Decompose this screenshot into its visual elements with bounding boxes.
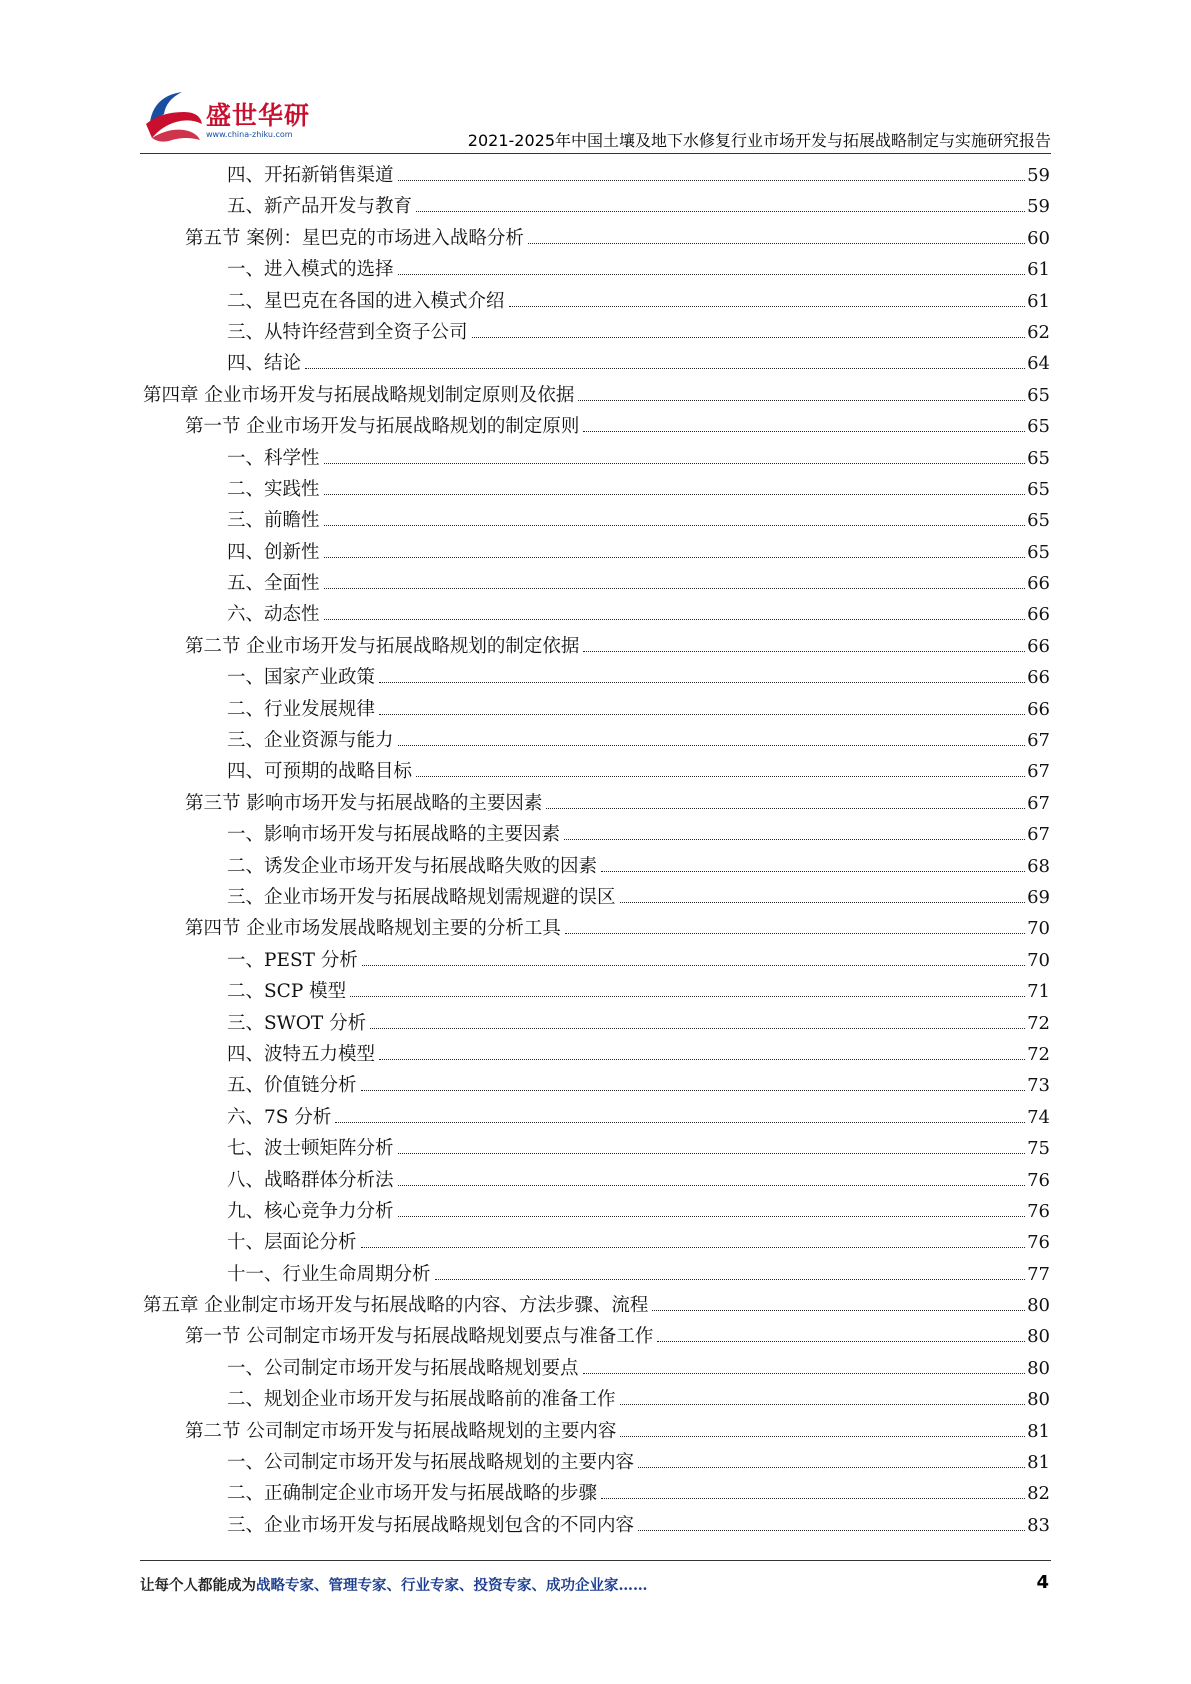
toc-item[interactable] [143,160,1050,191]
table-of-contents [143,160,1050,1541]
toc-item[interactable] [143,1196,1050,1227]
toc-leader-dots [379,1059,1025,1060]
toc-leader-dots [638,1530,1025,1531]
toc-entry-title: 三、企业资源与能力 [227,730,394,752]
toc-page-number: 68 [1027,855,1050,877]
toc-page-number: 69 [1027,886,1050,908]
toc-leader-dots [398,180,1026,181]
toc-entry-title: 一、国家产业政策 [227,667,376,689]
toc-leader-dots [324,525,1026,526]
toc-leader-dots [638,1467,1025,1468]
toc-item[interactable] [143,568,1050,599]
toc-page-number: 66 [1027,573,1050,595]
toc-entry-title: 第二节 公司制定市场开发与拓展战略规划的主要内容 [185,1420,617,1442]
toc-item[interactable] [143,348,1050,379]
toc-entry-title: 第一节 企业市场开发与拓展战略规划的制定原则 [185,416,580,438]
toc-page-number: 65 [1027,416,1050,438]
toc-leader-dots [435,1279,1026,1280]
toc-item[interactable] [143,1447,1050,1478]
toc-leader-dots [509,306,1026,307]
toc-item[interactable] [143,1510,1050,1541]
toc-leader-dots [350,996,1025,997]
toc-leader-dots [578,400,1025,401]
toc-item[interactable] [143,1227,1050,1258]
toc-page-number: 67 [1027,761,1050,783]
toc-item[interactable] [143,756,1050,787]
toc-entry-title: 二、正确制定企业市场开发与拓展战略的步骤 [227,1483,598,1505]
toc-item[interactable] [143,945,1050,976]
toc-leader-dots [324,557,1026,558]
toc-leader-dots [565,933,1025,934]
toc-page-number: 65 [1027,510,1050,532]
toc-item[interactable] [143,662,1050,693]
toc-page-number: 82 [1027,1483,1050,1505]
toc-section[interactable] [143,788,1050,819]
toc-entry-title: 一、PEST 分析 [227,949,358,971]
toc-section[interactable] [143,1416,1050,1447]
toc-page-number: 76 [1027,1200,1050,1222]
toc-item[interactable] [143,851,1050,882]
toc-page-number: 65 [1027,541,1050,563]
toc-page-number: 77 [1027,1263,1050,1285]
page-header [0,0,1191,150]
slogan-highlight: 战略专家、管理专家、行业专家、投资专家、成功企业家…… [256,1577,648,1594]
toc-item[interactable] [143,1008,1050,1039]
toc-entry-title: 一、公司制定市场开发与拓展战略规划的主要内容 [227,1452,635,1474]
toc-page-number: 81 [1027,1420,1050,1442]
toc-page-number: 71 [1027,981,1050,1003]
toc-item[interactable] [143,317,1050,348]
toc-page-number: 73 [1027,1075,1050,1097]
toc-item[interactable] [143,191,1050,222]
toc-leader-dots [379,714,1025,715]
toc-entry-title: 五、全面性 [227,573,320,595]
toc-item[interactable] [143,1353,1050,1384]
toc-leader-dots [379,682,1025,683]
toc-leader-dots [620,1404,1026,1405]
toc-entry-title: 九、核心竞争力分析 [227,1200,394,1222]
toc-leader-dots [416,211,1025,212]
toc-entry-title: 二、诱发企业市场开发与拓展战略失败的因素 [227,855,598,877]
toc-section[interactable] [143,411,1050,442]
toc-page-number: 80 [1027,1295,1050,1317]
toc-leader-dots [398,1185,1026,1186]
toc-page-number: 59 [1027,165,1050,186]
toc-entry-title: 一、影响市场开发与拓展战略的主要因素 [227,824,561,846]
toc-leader-dots [305,368,1025,369]
toc-leader-dots [362,965,1025,966]
toc-page-number: 83 [1027,1514,1050,1536]
logo-name: 盛世华研 [206,101,311,130]
toc-page-number: 74 [1027,1106,1050,1128]
toc-leader-dots [398,1216,1026,1217]
toc-leader-dots [324,463,1026,464]
toc-item[interactable] [143,474,1050,505]
toc-entry-title: 十、层面论分析 [227,1232,357,1254]
toc-leader-dots [564,839,1025,840]
toc-page-number: 61 [1027,290,1050,312]
toc-leader-dots [583,651,1025,652]
toc-entry-title: 三、企业市场开发与拓展战略规划需规避的误区 [227,886,616,908]
toc-entry-title: 第四节 企业市场发展战略规划主要的分析工具 [185,918,561,940]
toc-entry-title: 一、科学性 [227,447,320,469]
toc-page-number: 70 [1027,949,1050,971]
toc-leader-dots [620,902,1026,903]
report-title: 2021-2025年中国土壤及地下水修复行业市场开发与拓展战略制定与实施研究报告 [467,131,1051,150]
toc-entry-title: 四、创新性 [227,541,320,563]
toc-page-number: 61 [1027,259,1050,281]
logo-icon [140,82,206,148]
toc-page-number: 75 [1027,1138,1050,1160]
toc-leader-dots [370,1028,1025,1029]
toc-page-number: 72 [1027,1043,1050,1065]
logo-url: www.china-zhiku.com [206,130,293,139]
toc-leader-dots [324,588,1026,589]
toc-entry-title: 二、星巴克在各国的进入模式介绍 [227,290,505,312]
toc-item[interactable] [143,1165,1050,1196]
toc-entry-title: 四、结论 [227,353,302,375]
toc-item[interactable] [143,1070,1050,1101]
toc-item[interactable] [143,1384,1050,1415]
toc-leader-dots [361,1090,1026,1091]
toc-page-number: 70 [1027,918,1050,940]
toc-item[interactable] [143,254,1050,285]
toc-page-number: 62 [1027,321,1050,343]
toc-page-number: 67 [1027,824,1050,846]
toc-entry-title: 五、新产品开发与教育 [227,196,413,218]
toc-page-number: 80 [1027,1326,1050,1348]
toc-leader-dots [583,431,1025,432]
toc-entry-title: 三、从特许经营到全资子公司 [227,321,468,343]
toc-item[interactable] [143,976,1050,1007]
toc-section[interactable] [143,223,1050,254]
toc-leader-dots [398,1153,1026,1154]
company-logo [140,82,310,152]
page-number: 4 [1036,1572,1049,1593]
toc-entry-title: 八、战略群体分析法 [227,1169,394,1191]
toc-item[interactable] [143,1039,1050,1070]
toc-item[interactable] [143,819,1050,850]
toc-leader-dots [472,337,1026,338]
toc-section[interactable] [143,913,1050,944]
toc-entry-title: 七、波士顿矩阵分析 [227,1138,394,1160]
toc-page-number: 65 [1027,447,1050,469]
toc-leader-dots [416,776,1025,777]
toc-entry-title: 一、进入模式的选择 [227,259,394,281]
toc-leader-dots [324,619,1026,620]
toc-entry-title: 三、企业市场开发与拓展战略规划包含的不同内容 [227,1514,635,1536]
toc-leader-dots [657,1341,1025,1342]
toc-entry-title: 第三节 影响市场开发与拓展战略的主要因素 [185,792,543,814]
toc-leader-dots [398,274,1026,275]
toc-entry-title: 五、价值链分析 [227,1075,357,1097]
toc-page-number: 67 [1027,792,1050,814]
toc-entry-title: 第五节 案例：星巴克的市场进入战略分析 [185,227,524,249]
toc-leader-dots [335,1122,1025,1123]
toc-entry-title: 十一、行业生命周期分析 [227,1263,431,1285]
toc-item[interactable] [143,1102,1050,1133]
toc-item[interactable] [143,537,1050,568]
toc-entry-title: 二、SCP 模型 [227,981,347,1003]
toc-entry-title: 三、SWOT 分析 [227,1012,367,1034]
toc-entry-title: 第五章 企业制定市场开发与拓展战略的内容、方法步骤、流程 [143,1295,649,1317]
toc-entry-title: 第四章 企业市场开发与拓展战略规划制定原则及依据 [143,384,575,406]
toc-entry-title: 四、开拓新销售渠道 [227,165,394,186]
toc-entry-title: 六、动态性 [227,604,320,626]
toc-page-number: 66 [1027,604,1050,626]
toc-section[interactable] [143,631,1050,662]
toc-item[interactable] [143,694,1050,725]
toc-page-number: 76 [1027,1169,1050,1191]
toc-chapter[interactable] [143,1290,1050,1321]
toc-leader-dots [528,243,1025,244]
toc-item[interactable] [143,882,1050,913]
toc-leader-dots [398,745,1026,746]
toc-page-number: 59 [1027,196,1050,218]
toc-entry-title: 四、可预期的战略目标 [227,761,413,783]
toc-leader-dots [324,494,1026,495]
toc-item[interactable] [143,725,1050,756]
toc-page-number: 64 [1027,353,1050,375]
toc-item[interactable] [143,443,1050,474]
header-divider [140,153,1051,154]
toc-page-number: 66 [1027,667,1050,689]
toc-leader-dots [361,1247,1026,1248]
toc-leader-dots [546,808,1025,809]
toc-page-number: 76 [1027,1232,1050,1254]
toc-leader-dots [620,1436,1025,1437]
toc-page-number: 80 [1027,1357,1050,1379]
toc-page-number: 80 [1027,1389,1050,1411]
toc-page-number: 66 [1027,698,1050,720]
toc-chapter[interactable] [143,380,1050,411]
toc-leader-dots [583,1373,1026,1374]
toc-leader-dots [652,1310,1025,1311]
toc-entry-title: 六、7S 分析 [227,1106,332,1128]
toc-page-number: 66 [1027,635,1050,657]
toc-leader-dots [601,871,1025,872]
toc-entry-title: 第一节 公司制定市场开发与拓展战略规划要点与准备工作 [185,1326,654,1348]
toc-entry-title: 四、波特五力模型 [227,1043,376,1065]
toc-leader-dots [601,1498,1025,1499]
toc-item[interactable] [143,1133,1050,1164]
toc-item[interactable] [143,599,1050,630]
toc-page-number: 72 [1027,1012,1050,1034]
toc-page-number: 81 [1027,1452,1050,1474]
toc-item[interactable] [143,505,1050,536]
footer-slogan [140,1574,648,1595]
toc-page-number: 65 [1027,478,1050,500]
toc-page-number: 65 [1027,384,1050,406]
toc-entry-title: 二、规划企业市场开发与拓展战略前的准备工作 [227,1389,616,1411]
footer-divider [140,1560,1051,1561]
page-footer [140,1574,1051,1600]
toc-entry-title: 第二节 企业市场开发与拓展战略规划的制定依据 [185,635,580,657]
toc-page-number: 60 [1027,227,1050,249]
toc-page-number: 67 [1027,730,1050,752]
toc-section[interactable] [143,1321,1050,1352]
toc-item[interactable] [143,1478,1050,1509]
toc-entry-title: 二、行业发展规律 [227,698,376,720]
toc-entry-title: 三、前瞻性 [227,510,320,532]
toc-entry-title: 一、公司制定市场开发与拓展战略规划要点 [227,1357,579,1379]
toc-item[interactable] [143,286,1050,317]
toc-entry-title: 二、实践性 [227,478,320,500]
slogan-prefix: 让每个人都能成为 [140,1577,256,1594]
toc-item[interactable] [143,1259,1050,1290]
